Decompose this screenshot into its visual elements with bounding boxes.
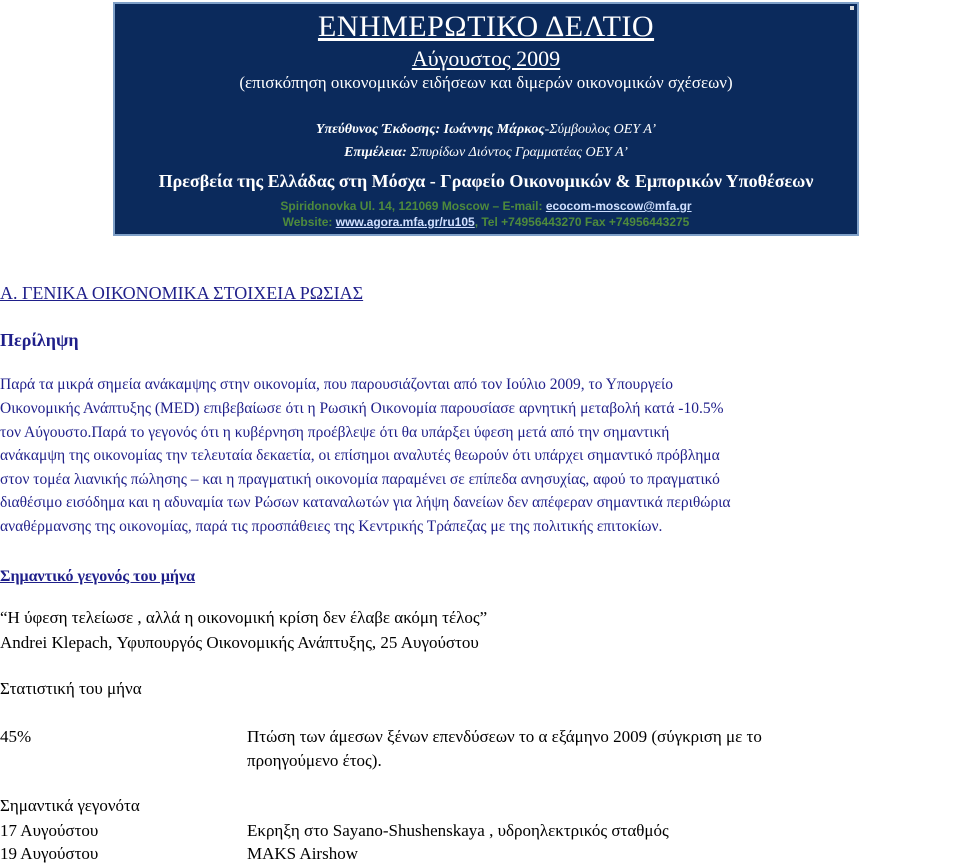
website-label: Website: <box>282 215 336 229</box>
summary-line: Παρά τα μικρά σημεία ανάκαμψης στην οικονομία, που παρουσιάζονται από τον Ιούλιο 2009, το Υπουργείο <box>0 376 673 393</box>
summary-line: ανάκαμψη της οικονομίας την τελευταία δεκαετία, οι επίσημοι αναλυτές θεωρούν ότι υπάρχει σημαντικό πρόβλημα <box>0 447 720 464</box>
embassy-office: Πρεσβεία της Ελλάδας στη Μόσχα - Γραφείο Οικονομικών & Εμπορικών Υποθέσεων <box>158 171 814 191</box>
summary-line: αναθέρμανσης της οικονομίας, παρά τις προσπάθειες της Κεντρικής Τράπεζας με της πολιτικής επιτοκίων. <box>0 518 663 535</box>
summary-line: τον Αύγουστο.Παρά το γεγονός ότι η κυβέρνηση προέβλεψε ότι θα υπάρξει ύφεση μετά από την σημαντική <box>0 424 670 441</box>
email-link[interactable]: ecocom-moscow@mfa.gr <box>545 199 692 213</box>
address-text: Spiridonovka Ul. 14, 121069 Moscow – E-mail: <box>280 199 546 213</box>
section-a-title: Α. ΓΕΝΙΚΑ ΟΙΚΟΝΟΜΙΚΑ ΣΤΟΙΧΕΙΑ ΡΩΣΙΑΣ <box>0 283 364 303</box>
event-date: 19 Αυγούστου <box>0 844 99 863</box>
newsletter-header <box>113 2 859 236</box>
quote-text: “Η ύφεση τελείωσε , αλλά η οικονομική κρίση δεν έλαβε ακόμη τέλος” <box>0 608 488 627</box>
statistic-description: Πτώση των άμεσων ξένων επενδύσεων το α εξάμηνο 2009 (σύγκριση με το <box>247 727 762 746</box>
website-line <box>115 215 857 229</box>
address-line <box>115 199 857 213</box>
phone-fax: , Tel +74956443270 Fax +74956443275 <box>474 215 690 229</box>
event-date: 17 Αυγούστου <box>0 821 99 840</box>
summary-line: Οικονομικής Ανάπτυξης (ΜED) επιβεβαίωσε ότι η Ρωσική Οικονομία παρουσίασε αρνητική μεταβολή κατά -10.5% <box>0 400 724 417</box>
assistant-label: Επιμέλεια: <box>344 145 407 160</box>
events-heading: Σημαντικά γεγονότα <box>0 796 140 815</box>
summary-heading: Περίληψη <box>0 330 79 350</box>
issue-date: Αύγουστος 2009 <box>411 46 561 71</box>
editor-line <box>115 122 857 138</box>
newsletter-subtitle: (επισκόπηση οικονομικών ειδήσεων και διμερών οικονομικών σχέσεων) <box>239 73 733 92</box>
newsletter-title: ΕΝΗΜΕΡΩΤΙΚΟ ΔΕΛΤΙΟ <box>317 10 655 43</box>
website-link[interactable]: www.agora.mfa.gr/ru105 <box>335 215 475 229</box>
summary-line: διαθέσιμο εισόδημα και η αδυναμία των Ρώσων καταναλωτών για λήψη δανείων δεν απέφεραν σημαντικά περιθώρια <box>0 494 731 511</box>
event-text: Εκρηξη στο Sayano-Shushenskaya , υδροηλεκτρικός σταθμός <box>247 821 669 840</box>
event-of-month-heading: Σημαντικό γεγονός του μήνα <box>0 568 196 585</box>
statistic-heading: Στατιστική του μήνα <box>0 679 142 698</box>
summary-line: στον τομέα λιανικής πώλησης – και η πραγματική οικονομία παραμένει σε επίπεδα ανησυχίας, αφού το πραγματικό <box>0 471 720 488</box>
editor-role: -Σύμβουλος ΟΕΥ Α’ <box>544 122 657 137</box>
statistic-value: 45% <box>0 727 32 746</box>
event-text: MAKS Airshow <box>247 844 358 863</box>
assistant-text: Σπυρίδων Διόντος Γραμματέας ΟΕΥ Α’ <box>406 145 628 160</box>
editor-label: Υπεύθυνος Έκδοσης: Ιωάννης Μάρκος <box>315 122 545 137</box>
statistic-description-cont: προηγούμενο έτος). <box>247 751 382 770</box>
assistant-line <box>115 145 857 161</box>
quote-author: Andrei Klepach, Υφυπουργός Οικονομικής Ανάπτυξης, 25 Αυγούστου <box>0 633 479 652</box>
